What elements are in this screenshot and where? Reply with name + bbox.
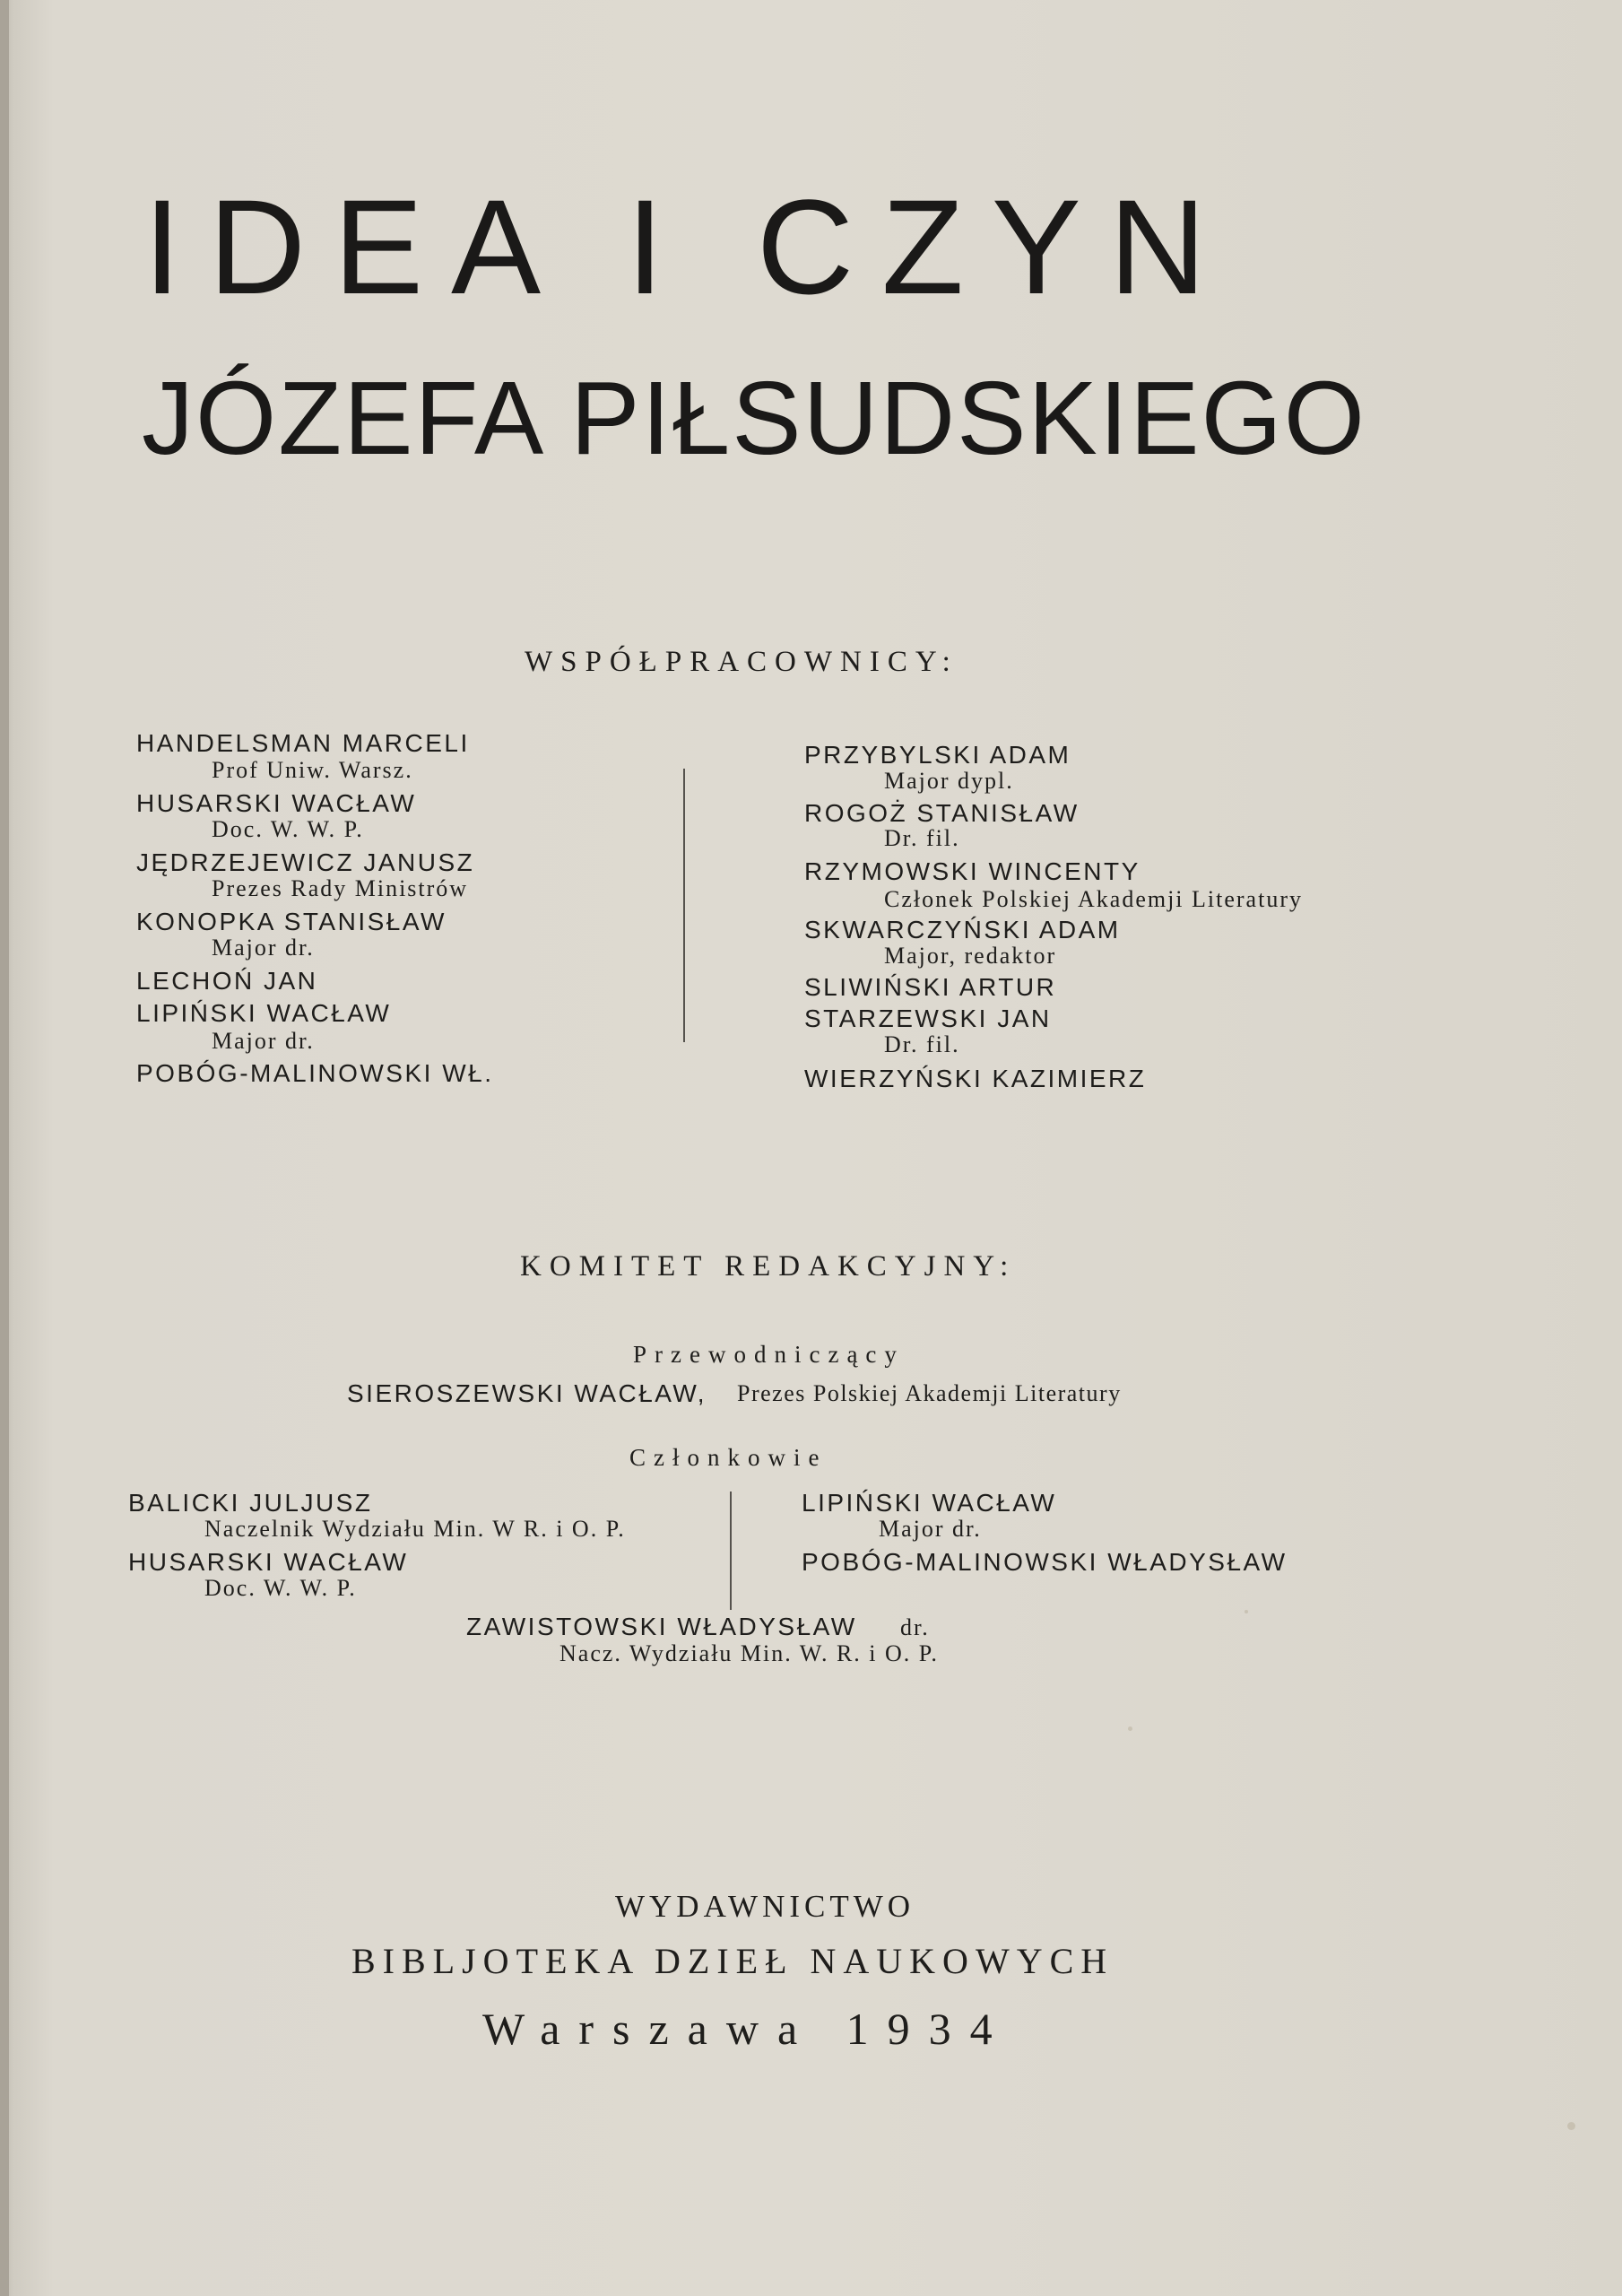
paper-spot — [1567, 2122, 1575, 2130]
column-divider — [683, 769, 685, 1042]
column-divider — [730, 1492, 732, 1610]
member-role: Major dr. — [879, 1516, 982, 1542]
contributor-name: STARZEWSKI JAN — [804, 1004, 1052, 1032]
contributor-role: Prezes Rady Ministrów — [212, 875, 469, 901]
member-role: Naczelnik Wydziału Min. W R. i O. P. — [204, 1516, 626, 1542]
publisher-label: WYDAWNICTWO — [615, 1889, 915, 1924]
contributor-role: Dr. fil. — [884, 825, 960, 851]
contributor-role: Dr. fil. — [884, 1031, 960, 1057]
contributor-role: Major, redaktor — [884, 943, 1057, 969]
chair-role: Prezes Polskiej Akademji Literatury — [737, 1380, 1122, 1406]
paper-spot — [1128, 1726, 1132, 1731]
paper-spot — [1245, 1610, 1248, 1613]
contributor-name: HANDELSMAN MARCELI — [136, 729, 470, 757]
member-suffix: dr. — [900, 1614, 930, 1640]
chair-name: SIEROSZEWSKI WACŁAW, — [347, 1379, 707, 1407]
contributor-name: JĘDRZEJEWICZ JANUSZ — [136, 848, 475, 876]
contributor-role: Major dr. — [212, 1028, 315, 1054]
contributor-role: Major dr. — [212, 935, 315, 961]
contributor-name: WIERZYŃSKI KAZIMIERZ — [804, 1065, 1147, 1092]
contributor-role: Major dypl. — [884, 768, 1014, 794]
contributors-heading: WSPÓŁPRACOWNICY: — [525, 646, 958, 678]
contributor-role: Doc. W. W. P. — [212, 816, 364, 842]
member-role: Nacz. Wydziału Min. W. R. i O. P. — [559, 1640, 939, 1666]
contributor-name: SLIWIŃSKI ARTUR — [804, 973, 1057, 1001]
publisher-name: BIBLJOTEKA DZIEŁ NAUKOWYCH — [351, 1941, 1115, 1981]
book-title-line2: JÓZEFA PIŁSUDSKIEGO — [142, 360, 1366, 476]
member-name: LIPIŃSKI WACŁAW — [802, 1489, 1057, 1517]
contributor-name: SKWARCZYŃSKI ADAM — [804, 916, 1121, 944]
contributor-name: PRZYBYLSKI ADAM — [804, 741, 1071, 769]
book-title-line1: IDEA I CZYN — [143, 171, 1235, 322]
contributor-role: Członek Polskiej Akademji Literatury — [884, 886, 1303, 912]
book-spine-edge — [0, 0, 9, 2296]
contributor-name: LIPIŃSKI WACŁAW — [136, 999, 392, 1027]
contributor-name: LECHOŃ JAN — [136, 967, 318, 995]
member-name: BALICKI JULJUSZ — [128, 1489, 373, 1517]
member-name: ZAWISTOWSKI WŁADYSŁAW — [466, 1613, 857, 1640]
member-name: POBÓG-MALINOWSKI WŁADYSŁAW — [802, 1548, 1288, 1576]
member-role: Doc. W. W. P. — [204, 1575, 357, 1601]
member-name: HUSARSKI WACŁAW — [128, 1548, 409, 1576]
contributor-name: HUSARSKI WACŁAW — [136, 789, 417, 817]
publisher-place-year: Warszawa 1934 — [482, 2004, 1011, 2054]
contributor-name: KONOPKA STANISŁAW — [136, 908, 447, 935]
contributor-role: Prof Uniw. Warsz. — [212, 757, 413, 783]
committee-heading: KOMITET REDAKCYJNY: — [520, 1250, 1017, 1283]
members-label: Członkowie — [629, 1444, 828, 1471]
chair-label: Przewodniczący — [633, 1341, 905, 1368]
contributor-name: RZYMOWSKI WINCENTY — [804, 857, 1141, 885]
contributor-name: ROGOŻ STANISŁAW — [804, 799, 1080, 827]
contributor-name: POBÓG-MALINOWSKI WŁ. — [136, 1059, 494, 1087]
